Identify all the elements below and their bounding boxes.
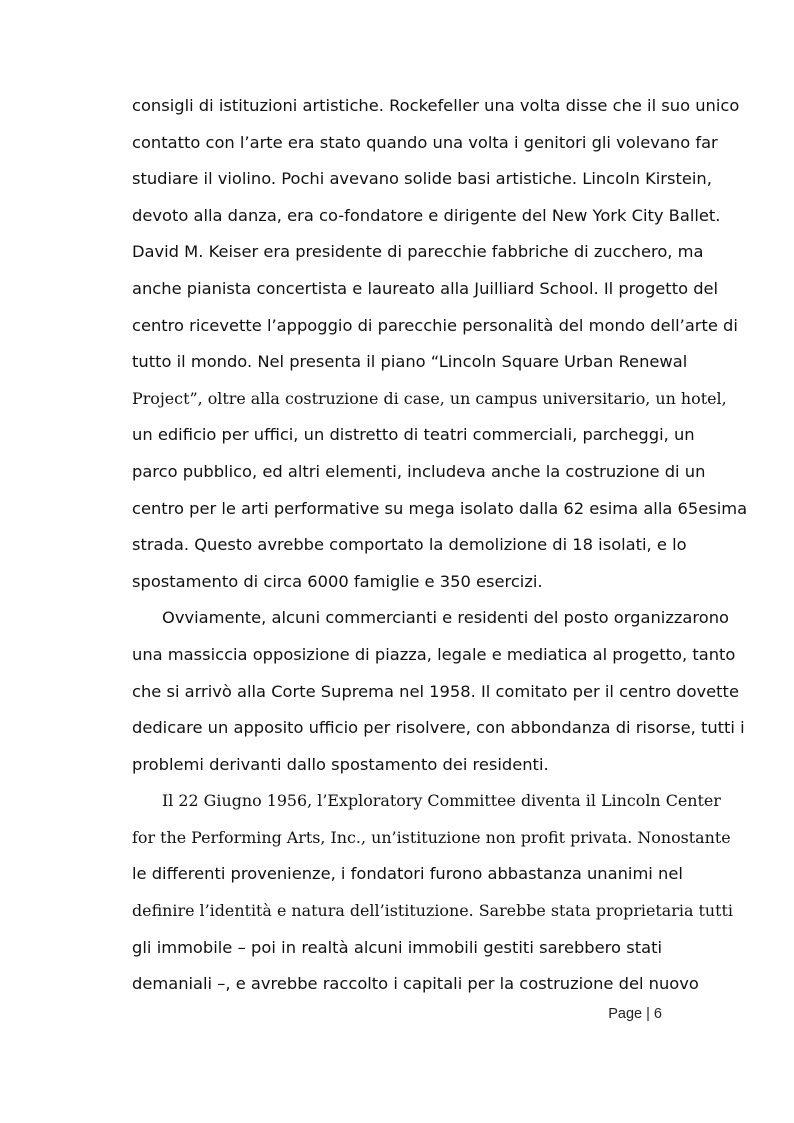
text-line: dedicare un apposito ufficio per risolvere, con abbondanza di risorse, tutti i (132, 718, 745, 738)
page-number: Page | 6 (608, 1006, 662, 1022)
text-line: demaniali –, e avrebbe raccolto i capitali per la costruzione del nuovo (132, 974, 699, 994)
text-line: David M. Keiser era presidente di parecchie fabbriche di zucchero, ma (132, 242, 704, 262)
body-text (132, 88, 748, 1003)
text-line: le differenti provenienze, i fondatori furono abbastanza unanimi nel (132, 864, 683, 884)
text-line: strada. Questo avrebbe comportato la demolizione di 18 isolati, e lo (132, 535, 687, 555)
text-line: Ovviamente, alcuni commercianti e residenti del posto organizzarono (162, 608, 729, 628)
text-line: anche pianista concertista e laureato alla Juilliard School. Il progetto del (132, 278, 719, 298)
text-line: centro per le arti performative su mega isolato dalla 62 esima alla 65esima (132, 498, 748, 518)
text-line: una massiccia opposizione di piazza, legale e mediatica al progetto, tanto (132, 644, 736, 664)
text-line: studiare il violino. Pochi avevano solide basi artistiche. Lincoln Kirstein, (132, 169, 712, 189)
text-line: un edificio per uffici, un distretto di teatri commerciali, parcheggi, un (132, 425, 695, 445)
text-line: parco pubblico, ed altri elementi, includeva anche la costruzione di un (132, 461, 706, 481)
text-line: tutto il mondo. Nel presenta il piano “Lincoln Square Urban Renewal (132, 352, 688, 372)
text-line: gli immobile – poi in realtà alcuni immobili gestiti sarebbero stati (132, 937, 662, 957)
text-line: definire l’identità e natura dell’istituzione. Sarebbe stata proprietaria tutti (132, 901, 733, 921)
text-line: Project”, oltre alla costruzione di case, un campus universitario, un hotel, (132, 388, 727, 408)
text-line: centro ricevette l’appoggio di parecchie personalità del mondo dell’arte di (132, 315, 738, 335)
text-line: devoto alla danza, era co-fondatore e dirigente del New York City Ballet. (132, 205, 721, 225)
text-line: for the Performing Arts, Inc., un’istituzione non profit privata. Nonostante (132, 827, 731, 847)
text-line: spostamento di circa 6000 famiglie e 350 esercizi. (132, 571, 543, 591)
text-line: Il 22 Giugno 1956, l’Exploratory Committee diventa il Lincoln Center (162, 791, 721, 811)
text-line: problemi derivanti dallo spostamento dei residenti. (132, 754, 549, 774)
text-line: contatto con l’arte era stato quando una volta i genitori gli volevano far (132, 132, 718, 152)
text-line: che si arrivò alla Corte Suprema nel 1958. Il comitato per il centro dovette (132, 681, 739, 701)
text-line: consigli di istituzioni artistiche. Rockefeller una volta disse che il suo unico (132, 96, 740, 115)
